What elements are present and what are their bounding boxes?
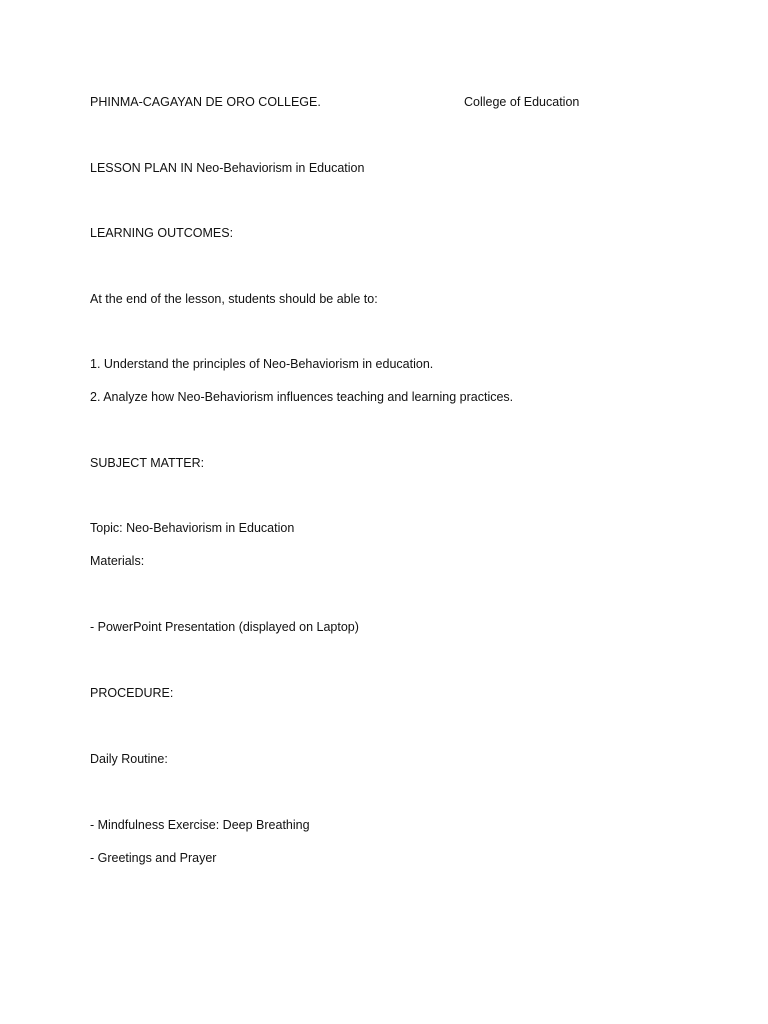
learning-outcome-item: 1. Understand the principles of Neo-Behaviorism in education. [90, 357, 434, 371]
daily-routine-item: - Mindfulness Exercise: Deep Breathing [90, 818, 310, 832]
learning-outcome-item: 2. Analyze how Neo-Behaviorism influences teaching and learning practices. [90, 390, 514, 404]
topic-line: Topic: Neo-Behaviorism in Education [90, 521, 295, 535]
institution-name: PHINMA-CAGAYAN DE ORO COLLEGE. [90, 95, 321, 109]
subject-matter-heading: SUBJECT MATTER: [90, 456, 205, 470]
materials-heading: Materials: [90, 554, 145, 568]
daily-routine-heading: Daily Routine: [90, 752, 168, 766]
learning-outcomes-heading: LEARNING OUTCOMES: [90, 226, 234, 240]
daily-routine-item: - Greetings and Prayer [90, 851, 217, 865]
procedure-heading: PROCEDURE: [90, 686, 174, 700]
lesson-plan-title: LESSON PLAN IN Neo-Behaviorism in Education [90, 161, 365, 175]
department-name: College of Education [464, 95, 580, 109]
learning-outcomes-intro: At the end of the lesson, students should be able to: [90, 292, 378, 306]
materials-item: - PowerPoint Presentation (displayed on Laptop) [90, 620, 359, 634]
